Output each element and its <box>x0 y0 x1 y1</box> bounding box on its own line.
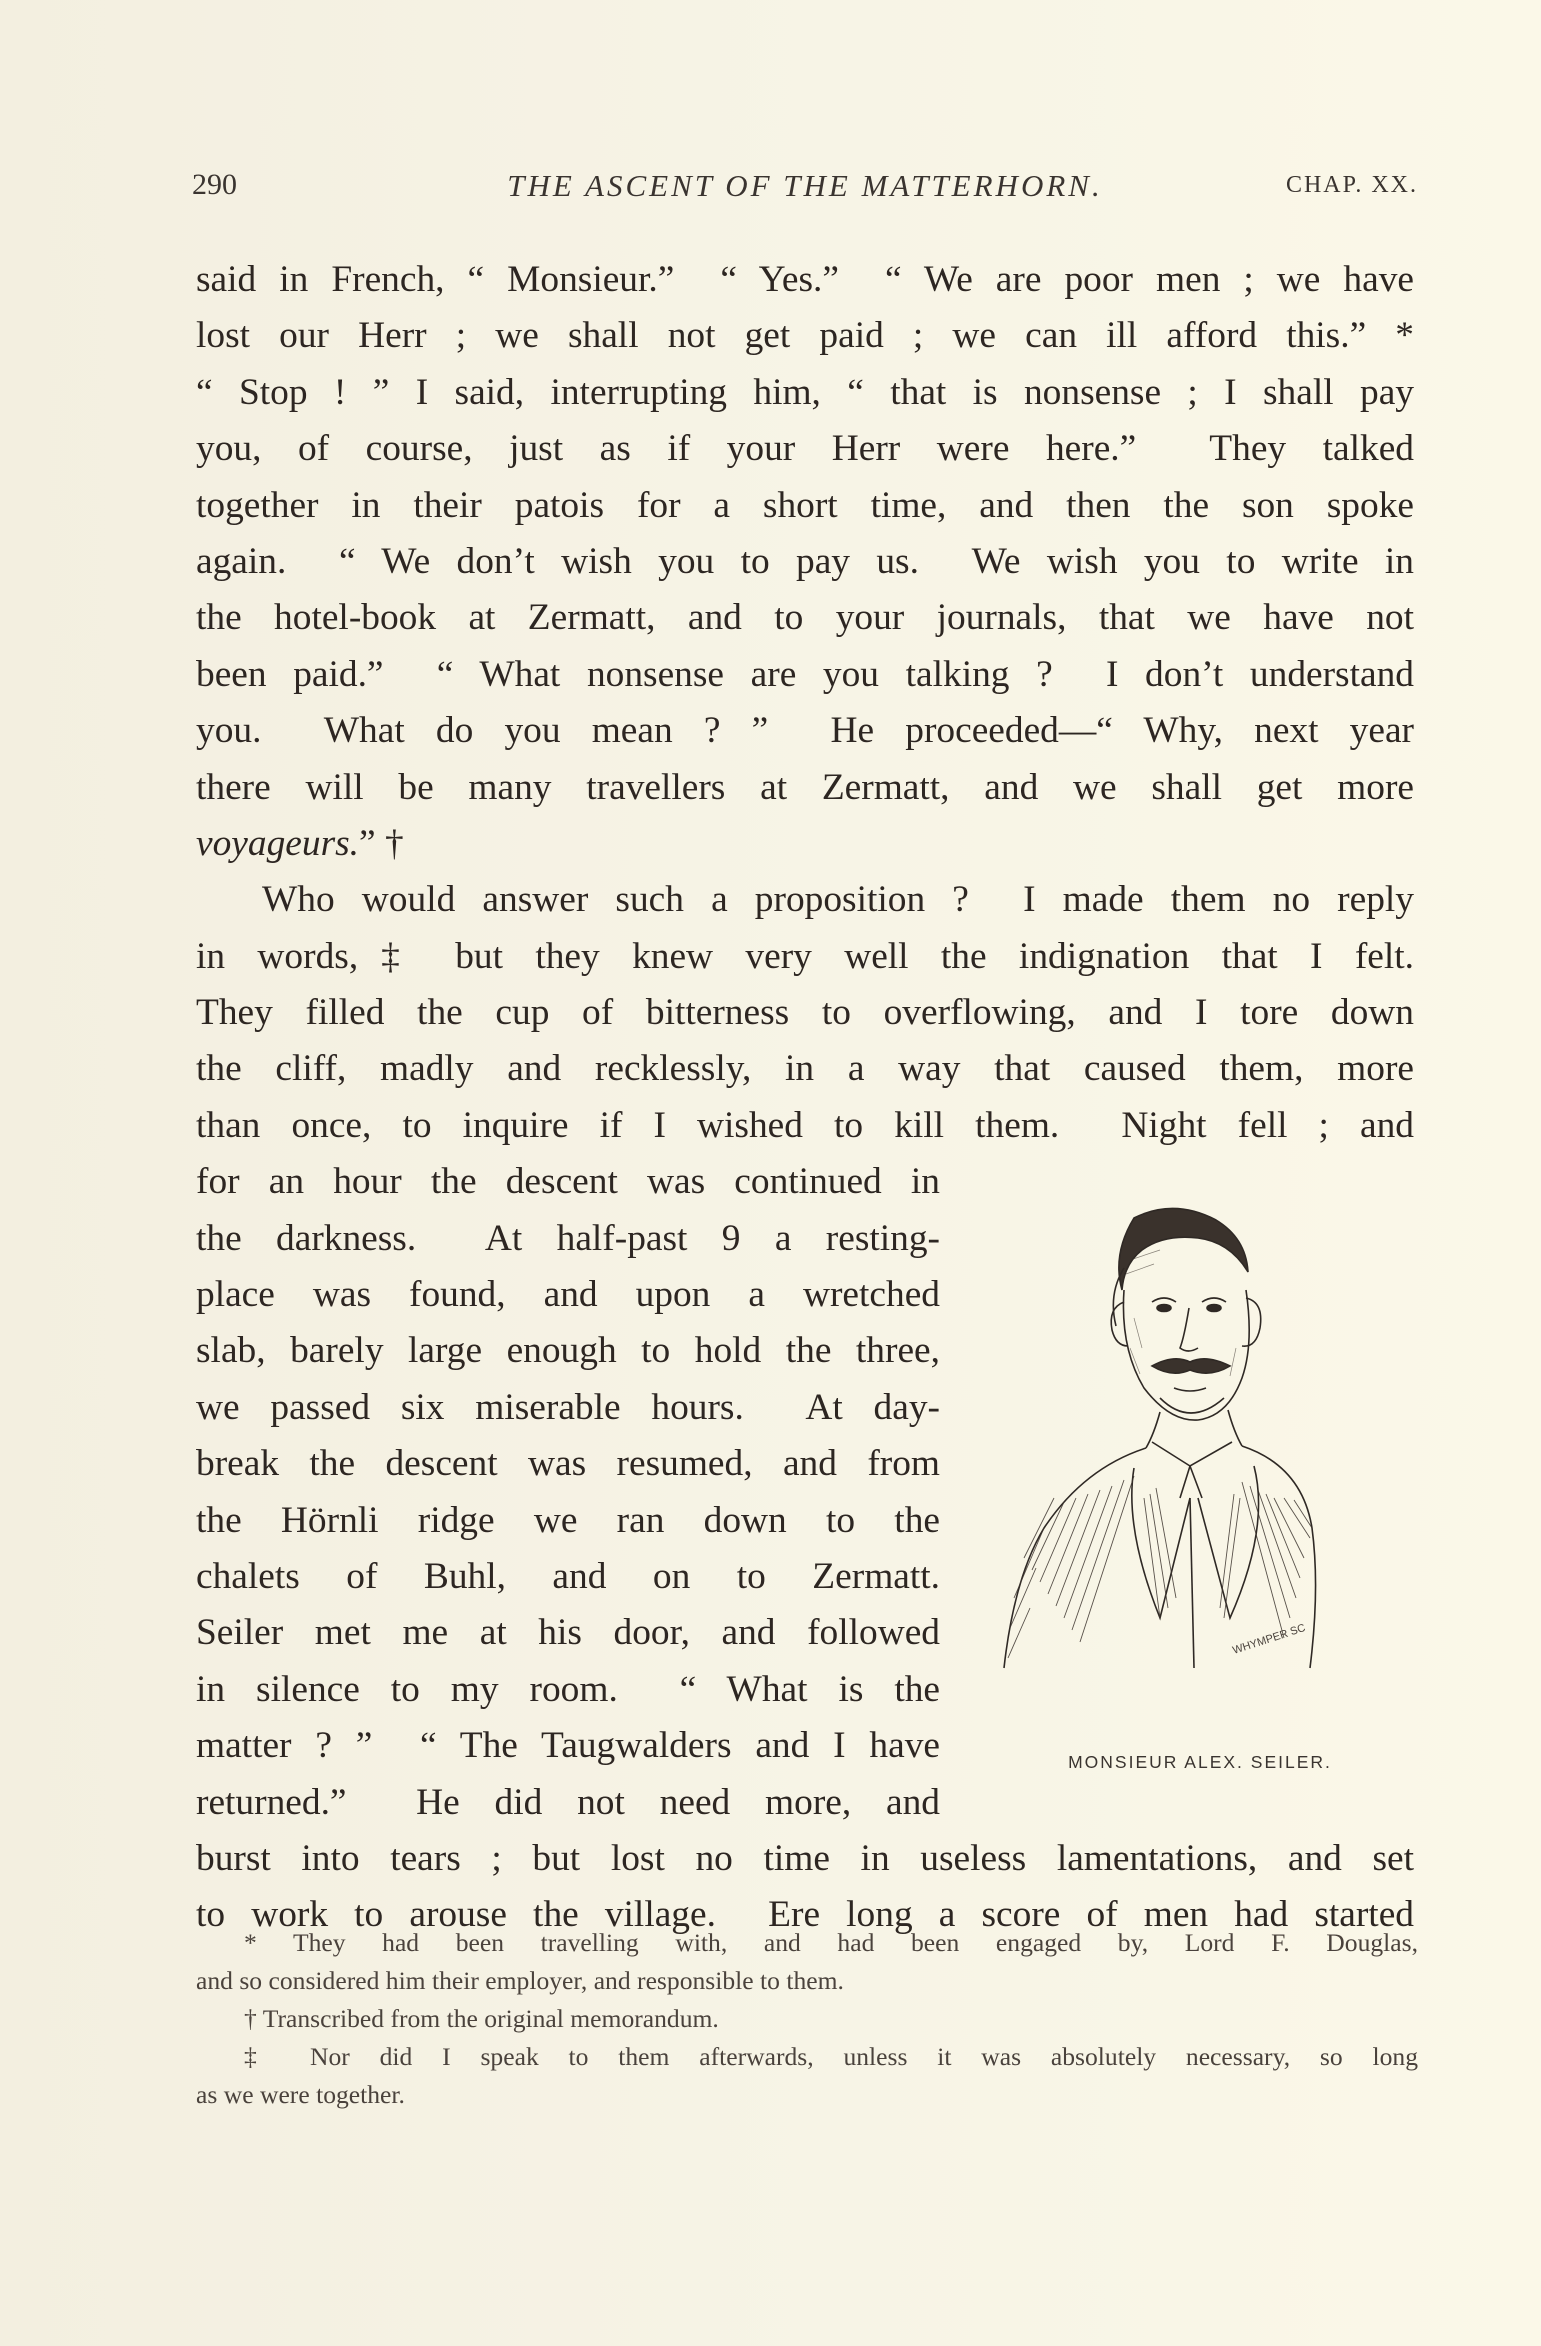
text-line: place was found, and upon a wretched <box>196 1274 940 1316</box>
paragraph-1 <box>196 252 1414 872</box>
text-line: break the descent was resumed, and from <box>196 1443 940 1485</box>
text-line: again. “ We don’t wish you to pay us. We wish you to write in <box>196 540 1414 582</box>
text-line: you, of course, just as if your Herr were here.” They talked <box>196 428 1414 470</box>
text-line: “ Stop ! ” I said, interrupting him, “ that is nonsense ; I shall pay <box>196 371 1414 413</box>
text-line: Seiler met me at his door, and followed <box>196 1612 940 1654</box>
text-line: Who would answer such a proposition ? I made them no reply <box>262 879 1414 921</box>
text-line: there will be many travellers at Zermatt, and we shall get more <box>196 766 1414 808</box>
text-line <box>196 816 1414 872</box>
footnote-line: † Transcribed from the original memorandum. <box>244 2004 719 2033</box>
text-line: the cliff, madly and recklessly, in a way that caused them, more <box>196 1048 1414 1090</box>
text-line: chalets of Buhl, and on to Zermatt. <box>196 1555 940 1597</box>
text-line: returned.” He did not need more, and <box>196 1781 940 1823</box>
text-line: been paid.” “ What nonsense are you talking ? I don’t understand <box>196 653 1414 695</box>
chapter-label: CHAP. XX. <box>1285 172 1418 198</box>
text-line: burst into tears ; but lost no time in useless lamentations, and set <box>196 1837 1414 1879</box>
text-line: the darkness. At half-past 9 a resting- <box>196 1217 940 1259</box>
text-line: in silence to my room. “ What is the <box>196 1668 940 1710</box>
footnote-line: * They had been travelling with, and had been engaged by, Lord F. Douglas, <box>244 1928 1418 1957</box>
figure-caption: MONSIEUR ALEX. SEILER. <box>1068 1752 1332 1772</box>
text-line: the hotel-book at Zermatt, and to your journals, that we have not <box>196 597 1414 639</box>
text-line: in words,‡ but they knew very well the indignation that I felt. <box>196 935 1414 977</box>
text-line: we passed six miserable hours. At day- <box>196 1386 940 1428</box>
text-line: to work to arouse the village. Ere long a score of men had started <box>196 1894 1414 1936</box>
page-number: 290 <box>192 168 237 201</box>
line-tail: ” † <box>359 822 404 864</box>
footnote-line: ‡ Nor did I speak to them afterwards, unless it was absolutely necessary, so long <box>244 2042 1418 2071</box>
text-line: together in their patois for a short time, and then the son spoke <box>196 484 1414 526</box>
text-line: They filled the cup of bitterness to overflowing, and I tore down <box>196 992 1414 1034</box>
footnote-line: and so considered him their employer, and responsible to them. <box>196 1966 844 1995</box>
text-line: lost our Herr ; we shall not get paid ; we can ill afford this.” * <box>196 315 1414 357</box>
portrait-engraving <box>984 1198 1324 1698</box>
text-line: you. What do you mean ? ” He proceeded—“ Why, next year <box>196 710 1414 752</box>
text-line: said in French, “ Monsieur.” “ Yes.” “ We are poor men ; we have <box>196 259 1414 300</box>
text-line: for an hour the descent was continued in <box>196 1161 940 1203</box>
footnote-line: as we were together. <box>196 2080 405 2109</box>
text-line: matter ? ” “ The Taugwalders and I have <box>196 1725 940 1767</box>
footnotes <box>196 1924 1418 2114</box>
text-line: slab, barely large enough to hold the three, <box>196 1330 940 1372</box>
portrait-illustration <box>984 1198 1324 1698</box>
text-line: the Hörnli ridge we ran down to the <box>196 1499 940 1541</box>
italic-word: voyageurs. <box>196 822 360 864</box>
engraver-signature: WHYMPER SC <box>1231 1622 1307 1657</box>
running-head <box>192 168 1418 208</box>
running-title: THE ASCENT OF THE MATTERHORN. <box>507 168 1103 203</box>
text-line: than once, to inquire if I wished to kill them. Night fell ; and <box>196 1104 1414 1146</box>
